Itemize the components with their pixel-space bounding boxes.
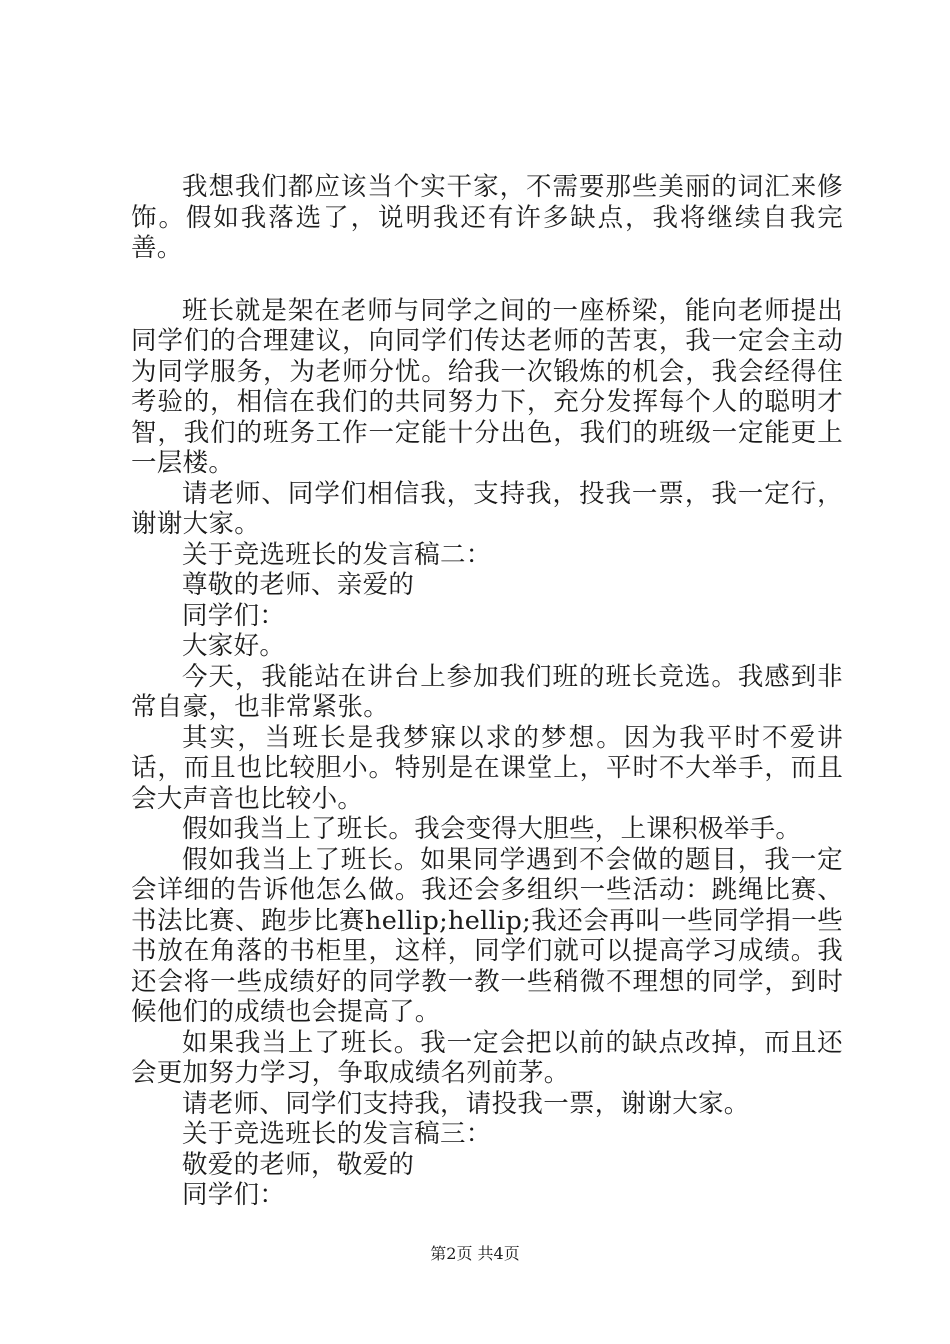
paragraph: 请老师、同学们相信我，支持我，投我一票，我一定行，谢谢大家。: [131, 478, 843, 539]
paragraph: 其实，当班长是我梦寐以求的梦想。因为我平时不爱讲话，而且也比较胆小。特别是在课堂上，平时不大举手，而且会大声音也比较小。: [131, 722, 843, 814]
salutation-line: 同学们：: [182, 1180, 286, 1210]
document-body: [131, 172, 843, 1211]
paragraph: 假如我当上了班长。如果同学遇到不会做的题目，我一定会详细的告诉他怎么做。我还会多组织一些活动：跳绳比赛、书法比赛、跑步比赛hellip;hellip;我还会再叫一些同学捐一些书放在角落的书柜里，这样，同学们就可以提高学习成绩。我还会将一些成绩好的同学教一教一些稍微不理想的同学，到时候他们的成绩也会提高了。: [131, 844, 843, 1027]
salutation-line: 同学们：: [182, 600, 286, 631]
paragraph: 我想我们都应该当个实干家，不需要那些美丽的词汇来修饰。假如我落选了，说明我还有许多缺点，我将继续自我完善。: [131, 172, 843, 263]
salutation-line: 敬爱的老师，敬爱的: [182, 1149, 415, 1180]
greeting: 大家好。: [182, 631, 286, 661]
section-heading: 关于竞选班长的发言稿三：: [182, 1119, 492, 1149]
paragraph: 假如我当上了班长。我会变得大胆些，上课积极举手。: [182, 814, 802, 844]
page-indicator: 第2页 共4页: [430, 1244, 520, 1263]
page-footer: [0, 1244, 950, 1264]
paragraph: 请老师、同学们支持我，请投我一票，谢谢大家。: [182, 1088, 750, 1119]
paragraph: 今天，我能站在讲台上参加我们班的班长竞选。我感到非常自豪，也非常紧张。: [131, 661, 843, 722]
paragraph: 如果我当上了班长。我一定会把以前的缺点改掉，而且还会更加努力学习，争取成绩名列前茅。: [131, 1027, 843, 1088]
salutation-line: 尊敬的老师、亲爱的: [182, 570, 415, 600]
section-heading: 关于竞选班长的发言稿二：: [182, 539, 492, 570]
paragraph: 班长就是架在老师与同学之间的一座桥梁，能向老师提出同学们的合理建议，向同学们传达老师的苦衷，我一定会主动为同学服务，为老师分忧。给我一次锻炼的机会，我会经得住考验的，相信在我们的共同努力下，充分发挥每个人的聪明才智，我们的班务工作一定能十分出色，我们的班级一定能更上一层楼。: [131, 295, 843, 478]
